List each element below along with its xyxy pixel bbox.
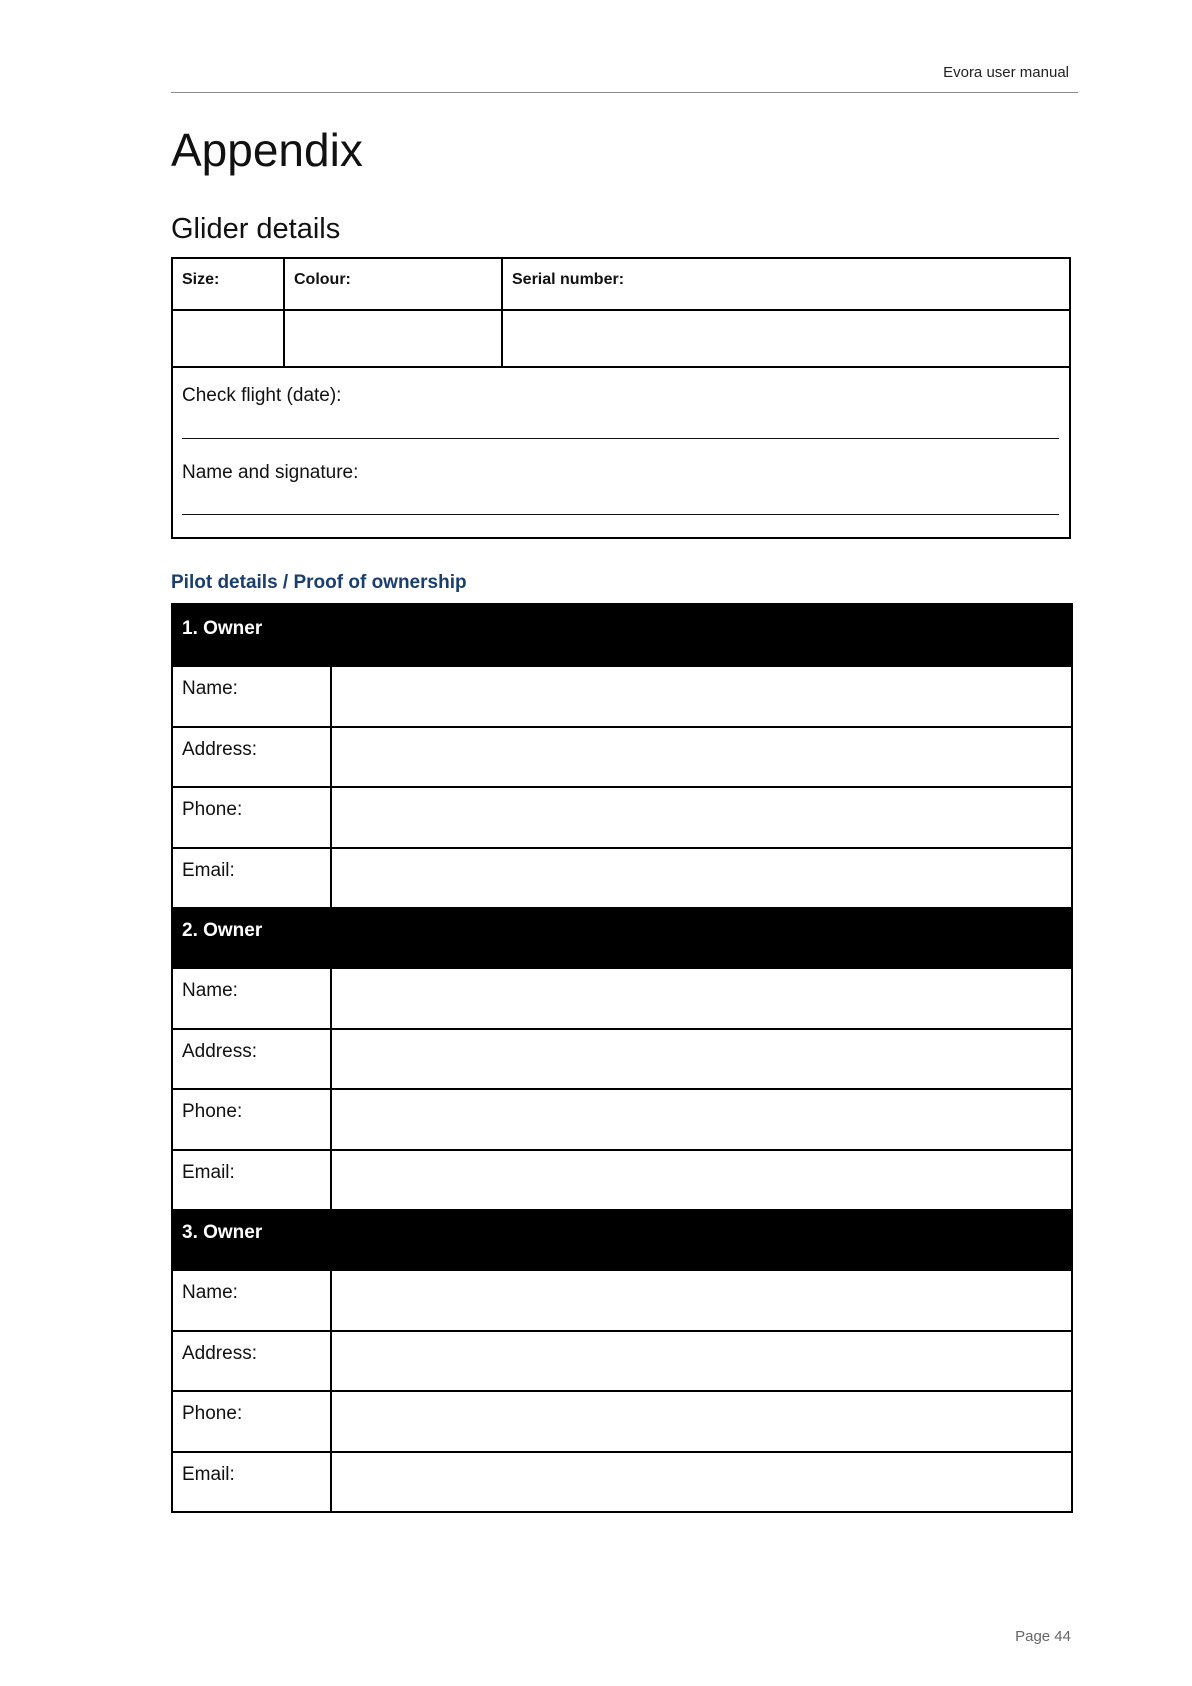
- serial-number-label: Serial number:: [512, 271, 625, 288]
- owner-heading-row: [173, 1209, 1071, 1269]
- phone-field[interactable]: [332, 788, 1071, 847]
- owner-email-row: [173, 847, 1071, 908]
- owner-name-row: [173, 967, 1071, 1028]
- name-label: Name:: [182, 980, 238, 1001]
- phone-field[interactable]: [332, 1090, 1071, 1149]
- glider-header-row: [173, 259, 1069, 311]
- phone-label: Phone:: [182, 1101, 243, 1122]
- owner-phone-row: [173, 1390, 1071, 1451]
- phone-label: Phone:: [182, 1403, 243, 1424]
- colour-header-cell: [285, 259, 503, 309]
- phone-label: Phone:: [182, 799, 243, 820]
- check-flight-date-line[interactable]: [182, 438, 1059, 439]
- owner-block: [173, 1209, 1071, 1511]
- serial-number-field[interactable]: [503, 311, 1069, 366]
- owner-heading-row: [173, 907, 1071, 967]
- address-field[interactable]: [332, 1332, 1071, 1391]
- owner-name-row: [173, 1269, 1071, 1330]
- owner-phone-row: [173, 786, 1071, 847]
- owner-email-row: [173, 1451, 1071, 1512]
- address-field[interactable]: [332, 728, 1071, 787]
- ownership-table: [171, 603, 1073, 1513]
- colour-label: Colour:: [294, 271, 351, 288]
- name-label: Name:: [182, 678, 238, 699]
- email-field[interactable]: [332, 1453, 1071, 1512]
- name-label: Name:: [182, 1282, 238, 1303]
- glider-details-title: Glider details: [171, 213, 341, 245]
- check-flight-label: Check flight (date):: [182, 385, 342, 406]
- page-title: Appendix: [171, 124, 363, 176]
- owner-heading-row: [173, 605, 1071, 665]
- size-label: Size:: [182, 271, 220, 288]
- phone-field[interactable]: [332, 1392, 1071, 1451]
- address-field[interactable]: [332, 1030, 1071, 1089]
- header-title: Evora user manual: [943, 64, 1069, 81]
- serial-number-header-cell: [503, 259, 1069, 309]
- address-label: Address:: [182, 1342, 257, 1364]
- name-field[interactable]: [332, 667, 1071, 726]
- owner-address-row: [173, 1330, 1071, 1391]
- owner-phone-row: [173, 1088, 1071, 1149]
- glider-value-row: [173, 311, 1069, 368]
- email-field[interactable]: [332, 1151, 1071, 1210]
- pilot-details-title: Pilot details / Proof of ownership: [171, 572, 467, 593]
- name-field[interactable]: [332, 1271, 1071, 1330]
- owner-email-row: [173, 1149, 1071, 1210]
- page-number: Page 44: [1015, 1628, 1071, 1645]
- owner-heading: 1. Owner: [182, 618, 263, 639]
- owner-heading: 2. Owner: [182, 920, 263, 941]
- owner-name-row: [173, 665, 1071, 726]
- email-field[interactable]: [332, 849, 1071, 908]
- owner-address-row: [173, 726, 1071, 787]
- address-label: Address:: [182, 738, 257, 760]
- glider-details-table: [171, 257, 1071, 539]
- size-field[interactable]: [173, 311, 285, 366]
- colour-field[interactable]: [285, 311, 503, 366]
- size-header-cell: [173, 259, 285, 309]
- address-label: Address:: [182, 1040, 257, 1062]
- name-field[interactable]: [332, 969, 1071, 1028]
- email-label: Email:: [182, 859, 235, 881]
- signature-label: Name and signature:: [182, 462, 359, 483]
- email-label: Email:: [182, 1161, 235, 1183]
- owner-heading: 3. Owner: [182, 1222, 263, 1243]
- page-header: [171, 60, 1078, 93]
- check-flight-section: [173, 368, 1069, 537]
- owner-block: [173, 907, 1071, 1209]
- signature-line[interactable]: [182, 514, 1059, 515]
- owner-address-row: [173, 1028, 1071, 1089]
- email-label: Email:: [182, 1463, 235, 1485]
- owner-block: [173, 605, 1071, 907]
